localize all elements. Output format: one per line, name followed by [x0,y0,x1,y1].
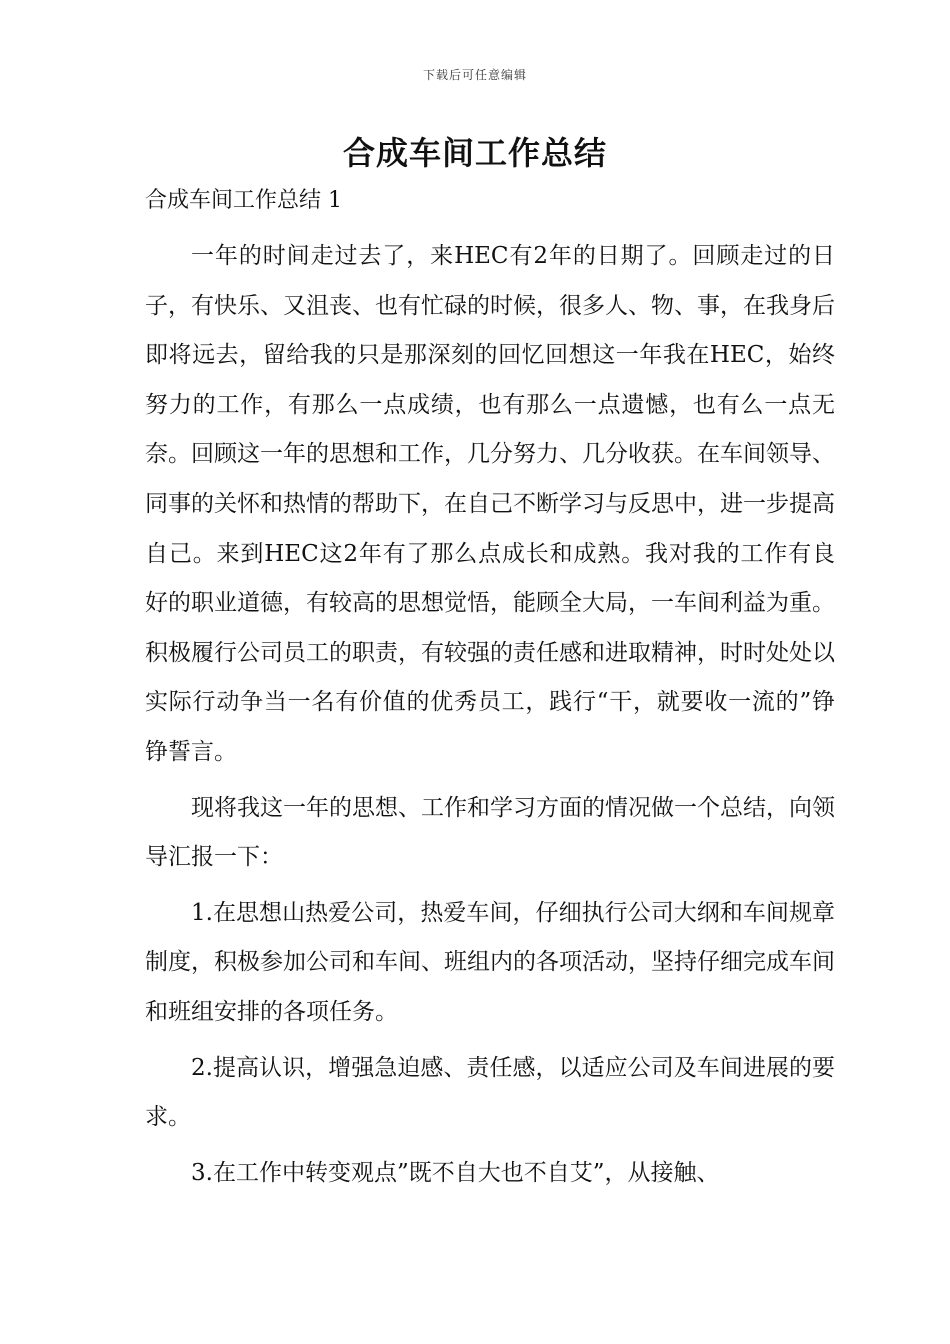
document-title: 合成车间工作总结 [342,134,607,172]
paragraph-summary-lead: 现将我这一年的思想、工作和学习方面的情况做一个总结，向领导汇报一下： [145,794,835,871]
paragraph-item-2: 2.提高认识，增强急迫感、责任感，以适应公司及车间进展的要求。 [145,1054,835,1131]
paragraph-intro: 一年的时间走过去了，来HEC有2年的日期了。回顾走过的日子，有快乐、又沮丧、也有忙碌的时候，很多人、物、事，在我身后即将远去，留给我的只是那深刻的回忆回想这一年我在HEC，始终努力的工作，有那么一点成绩，也有那么一点遗憾，也有么一点无奈。回顾这一年的思想和工作，几分努力、几分收获。在车间领导、同事的关怀和热情的帮助下，在自己不断学习与反思中，进一步提高自己。来到HEC这2年有了那么点成长和成熟。我对我的工作有良好的职业道德，有较高的思想觉悟，能顾全大局，一车间利益为重。积极履行公司员工的职责，有较强的责任感和进取精神，时时处处以实际行动争当一名有价值的优秀员工，践行“干，就要收一流的”铮铮誓言。 [145,243,835,765]
paragraph-item-1: 1.在思想山热爱公司，热爱车间，仔细执行公司大纲和车间规章制度，积极参加公司和车间、班组内的各项活动，坚持仔细完成车间和班组安排的各项任务。 [145,899,835,1025]
paragraph-item-3: 3.在工作中转变观点”既不自大也不自艾”，从接触、 [191,1159,720,1186]
section-heading: 合成车间工作总结 1 [145,188,342,213]
header-note: 下载后可任意编辑 [422,68,527,82]
document-body [145,182,835,1198]
